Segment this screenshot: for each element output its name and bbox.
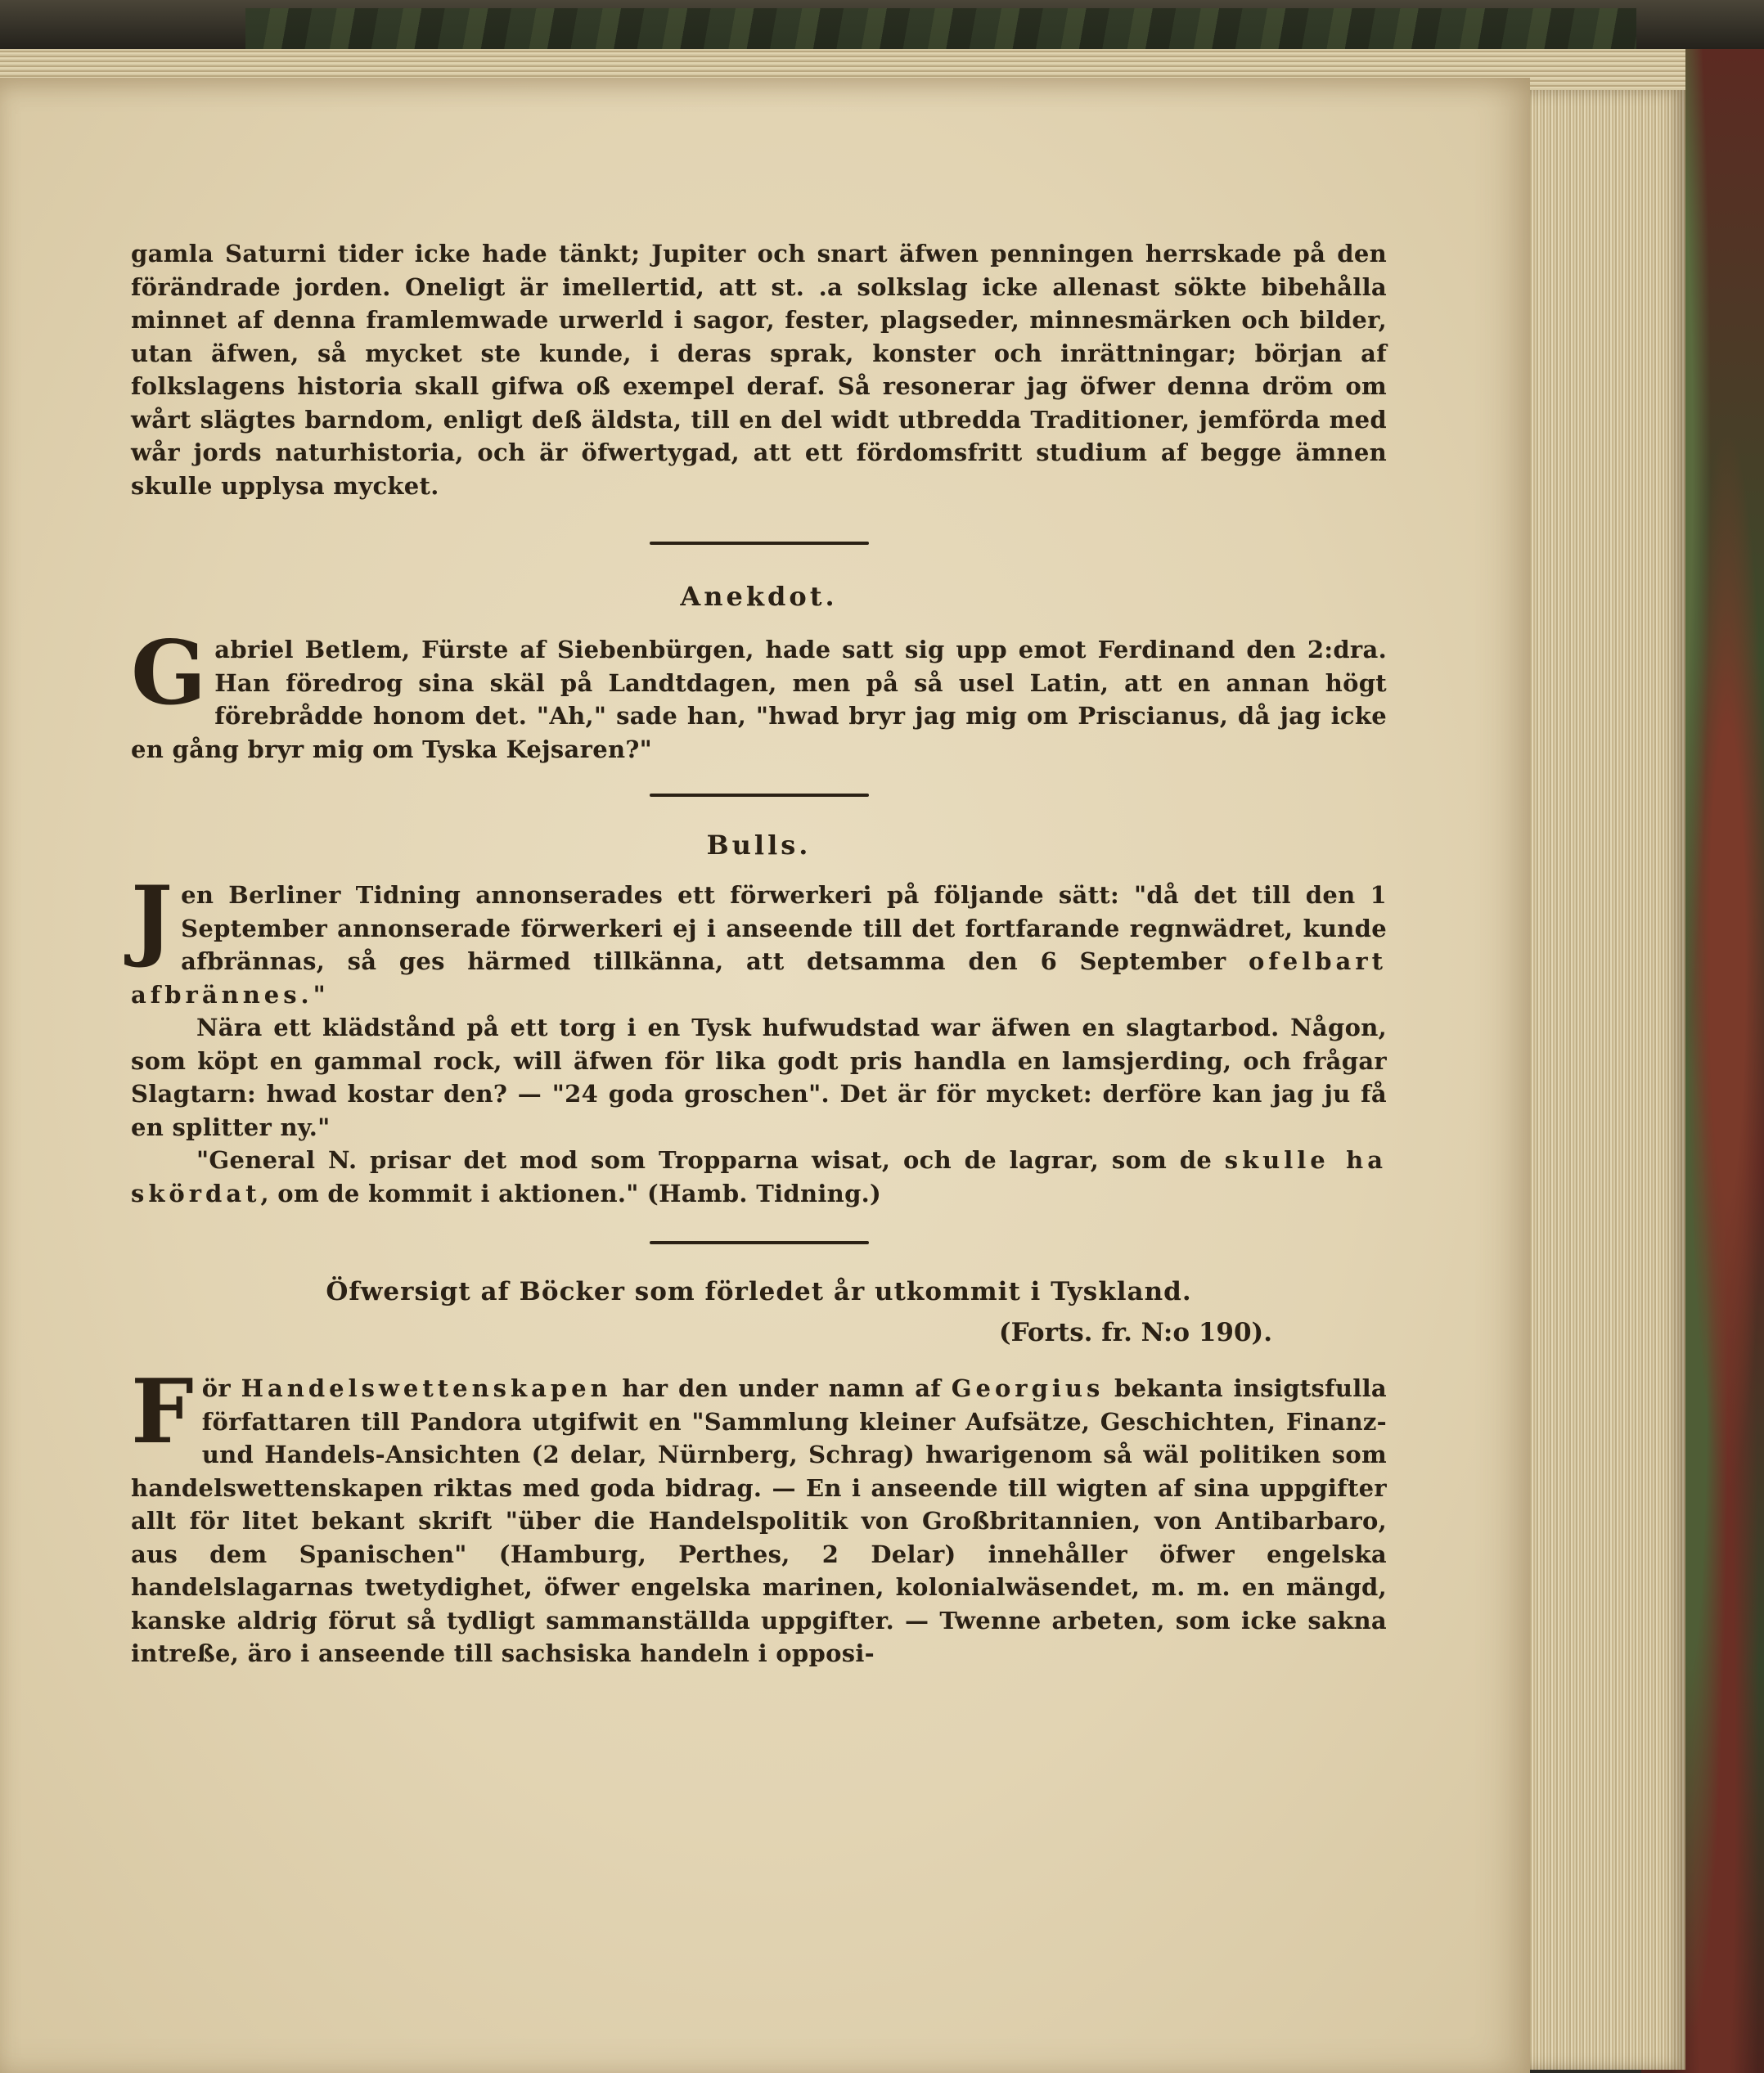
review-text-b: Handelswettenskapen <box>241 1374 612 1402</box>
page-edges-side <box>1522 90 1685 2070</box>
section-divider <box>650 542 869 545</box>
bulls-text-3b: skulle ha skördat <box>131 1146 1387 1207</box>
section-divider <box>650 794 869 797</box>
anecdote-section <box>131 622 1387 766</box>
review-heading: Öfwersigt af Böcker som förledet år utkommit i Tyskland. <box>326 1277 1192 1306</box>
bulls-heading: Bulls. <box>706 830 812 861</box>
review-text-a: ör <box>201 1374 241 1402</box>
bulls-text-3a: "General N. prisar det mod som Tropparna wisat, och de lagrar, som de <box>196 1146 1225 1174</box>
section-divider <box>650 1241 869 1244</box>
review-dropcap: F <box>131 1360 194 1464</box>
bulls-text-2: Nära ett klädstånd på ett torg i en Tysk hufwudstad war äfwen en slagtarbod. Någon, som köpt en gammal rock, will äfwen för lika godt pris handla en lamsjerding, och frågar Slagtarn: hwad kostar den? — "24 goda groschen". Det är för mycket: derföre kan jag ju få en splitter ny." <box>131 1014 1387 1141</box>
bulls-text-1b: ofelbart afbrännes. <box>131 947 1387 1009</box>
bulls-section <box>131 867 1387 1210</box>
review-section <box>131 1360 1388 1671</box>
anecdote-heading: Anekdot. <box>680 581 838 612</box>
bulls-dropcap: J <box>131 867 173 970</box>
bulls-text-1a: en Berliner Tidning annonserades ett förwerkeri på följande sätt: "då det till den 1 September annonserade förwerkeri ej i anseende till det fortfarande regnwädret, kunde afbrännas, så ges härmed tillkänna, att detsamma den 6 September <box>181 881 1387 975</box>
review-text-d: Georgius <box>951 1374 1105 1402</box>
review-text-e: bekanta insigtsfulla författaren till Pandora utgifwit en "Sammlung kleiner Aufsätze, Geschichten, Finanz- und Handels-Ansichten (2 delar, Nürnberg, Schrag) hwarigenom så wäl politiken som handelswettenskapen riktas med goda bidrag. — En i anseende till wigten af sina uppgifter allt för litet bekant skrift "über die Handelspolitik von Großbritannien, von Antibarbaro, aus dem Spanischen" (Hamburg, Perthes, 2 Delar) innehåller öfwer engelska handelslagarnas twetydighet, öfwer engelska marinen, kolonialwäsendet, m. m. en mängd, kanske aldrig förut så tydligt sammanställda uppgifter. — Twenne arbeten, som icke sakna intreße, äro i anseende till sachsiska handeln i opposi- <box>131 1374 1388 1667</box>
page-content <box>131 237 1387 1671</box>
marbled-binding-pattern <box>245 8 1636 49</box>
review-text <box>131 1360 1388 1671</box>
bulls-text-1c: " <box>313 980 326 1009</box>
anecdote-text: abriel Betlem, Fürste af Siebenbürgen, hade satt sig upp emot Ferdinand den 2:dra. Han föredrog sina skäl på Landtdagen, men på så usel Latin, att en annan högt förebrådde honom det. "Ah," sade han, "hwad bryr jag mig om Priscianus, då jag icke en gång bryr mig om Tyska Kejsaren?" <box>131 636 1387 763</box>
top-paragraph: gamla Saturni tider icke hade tänkt; Jupiter och snart äfwen penningen herrskade på den förändrade jorden. Oneligt är imellertid, att st. .a solkslag icke allenast sökte bibehålla minnet af denna framlemwade urwerld i sagor, fester, plagseder, minnesmärken och bilder, utan äfwen, så mycket ste kunde, i deras sprak, konster och inrättningar; början af folkslagens historia skall gifwa oß exempel deraf. Så resonerar jag öfwer denna dröm om wårt slägtes barndom, enligt deß äldsta, till en del widt utbredda Traditioner, jemförda med wår jords naturhistoria, och är öfwertygad, att ett fördomsfritt studium af begge ämnen skulle upplysa mycket. <box>131 240 1387 500</box>
bulls-text-1 <box>131 867 1387 1011</box>
review-text-c: har den under namn af <box>611 1374 952 1402</box>
review-reference: (Forts. fr. N:o 190). <box>998 1318 1272 1347</box>
book-page <box>0 78 1530 2073</box>
bulls-text-3c: , om de kommit i aktionen." (Hamb. Tidning.) <box>260 1179 882 1207</box>
anecdote-dropcap: G <box>131 622 207 725</box>
bulls-text-3 <box>131 1144 1387 1210</box>
